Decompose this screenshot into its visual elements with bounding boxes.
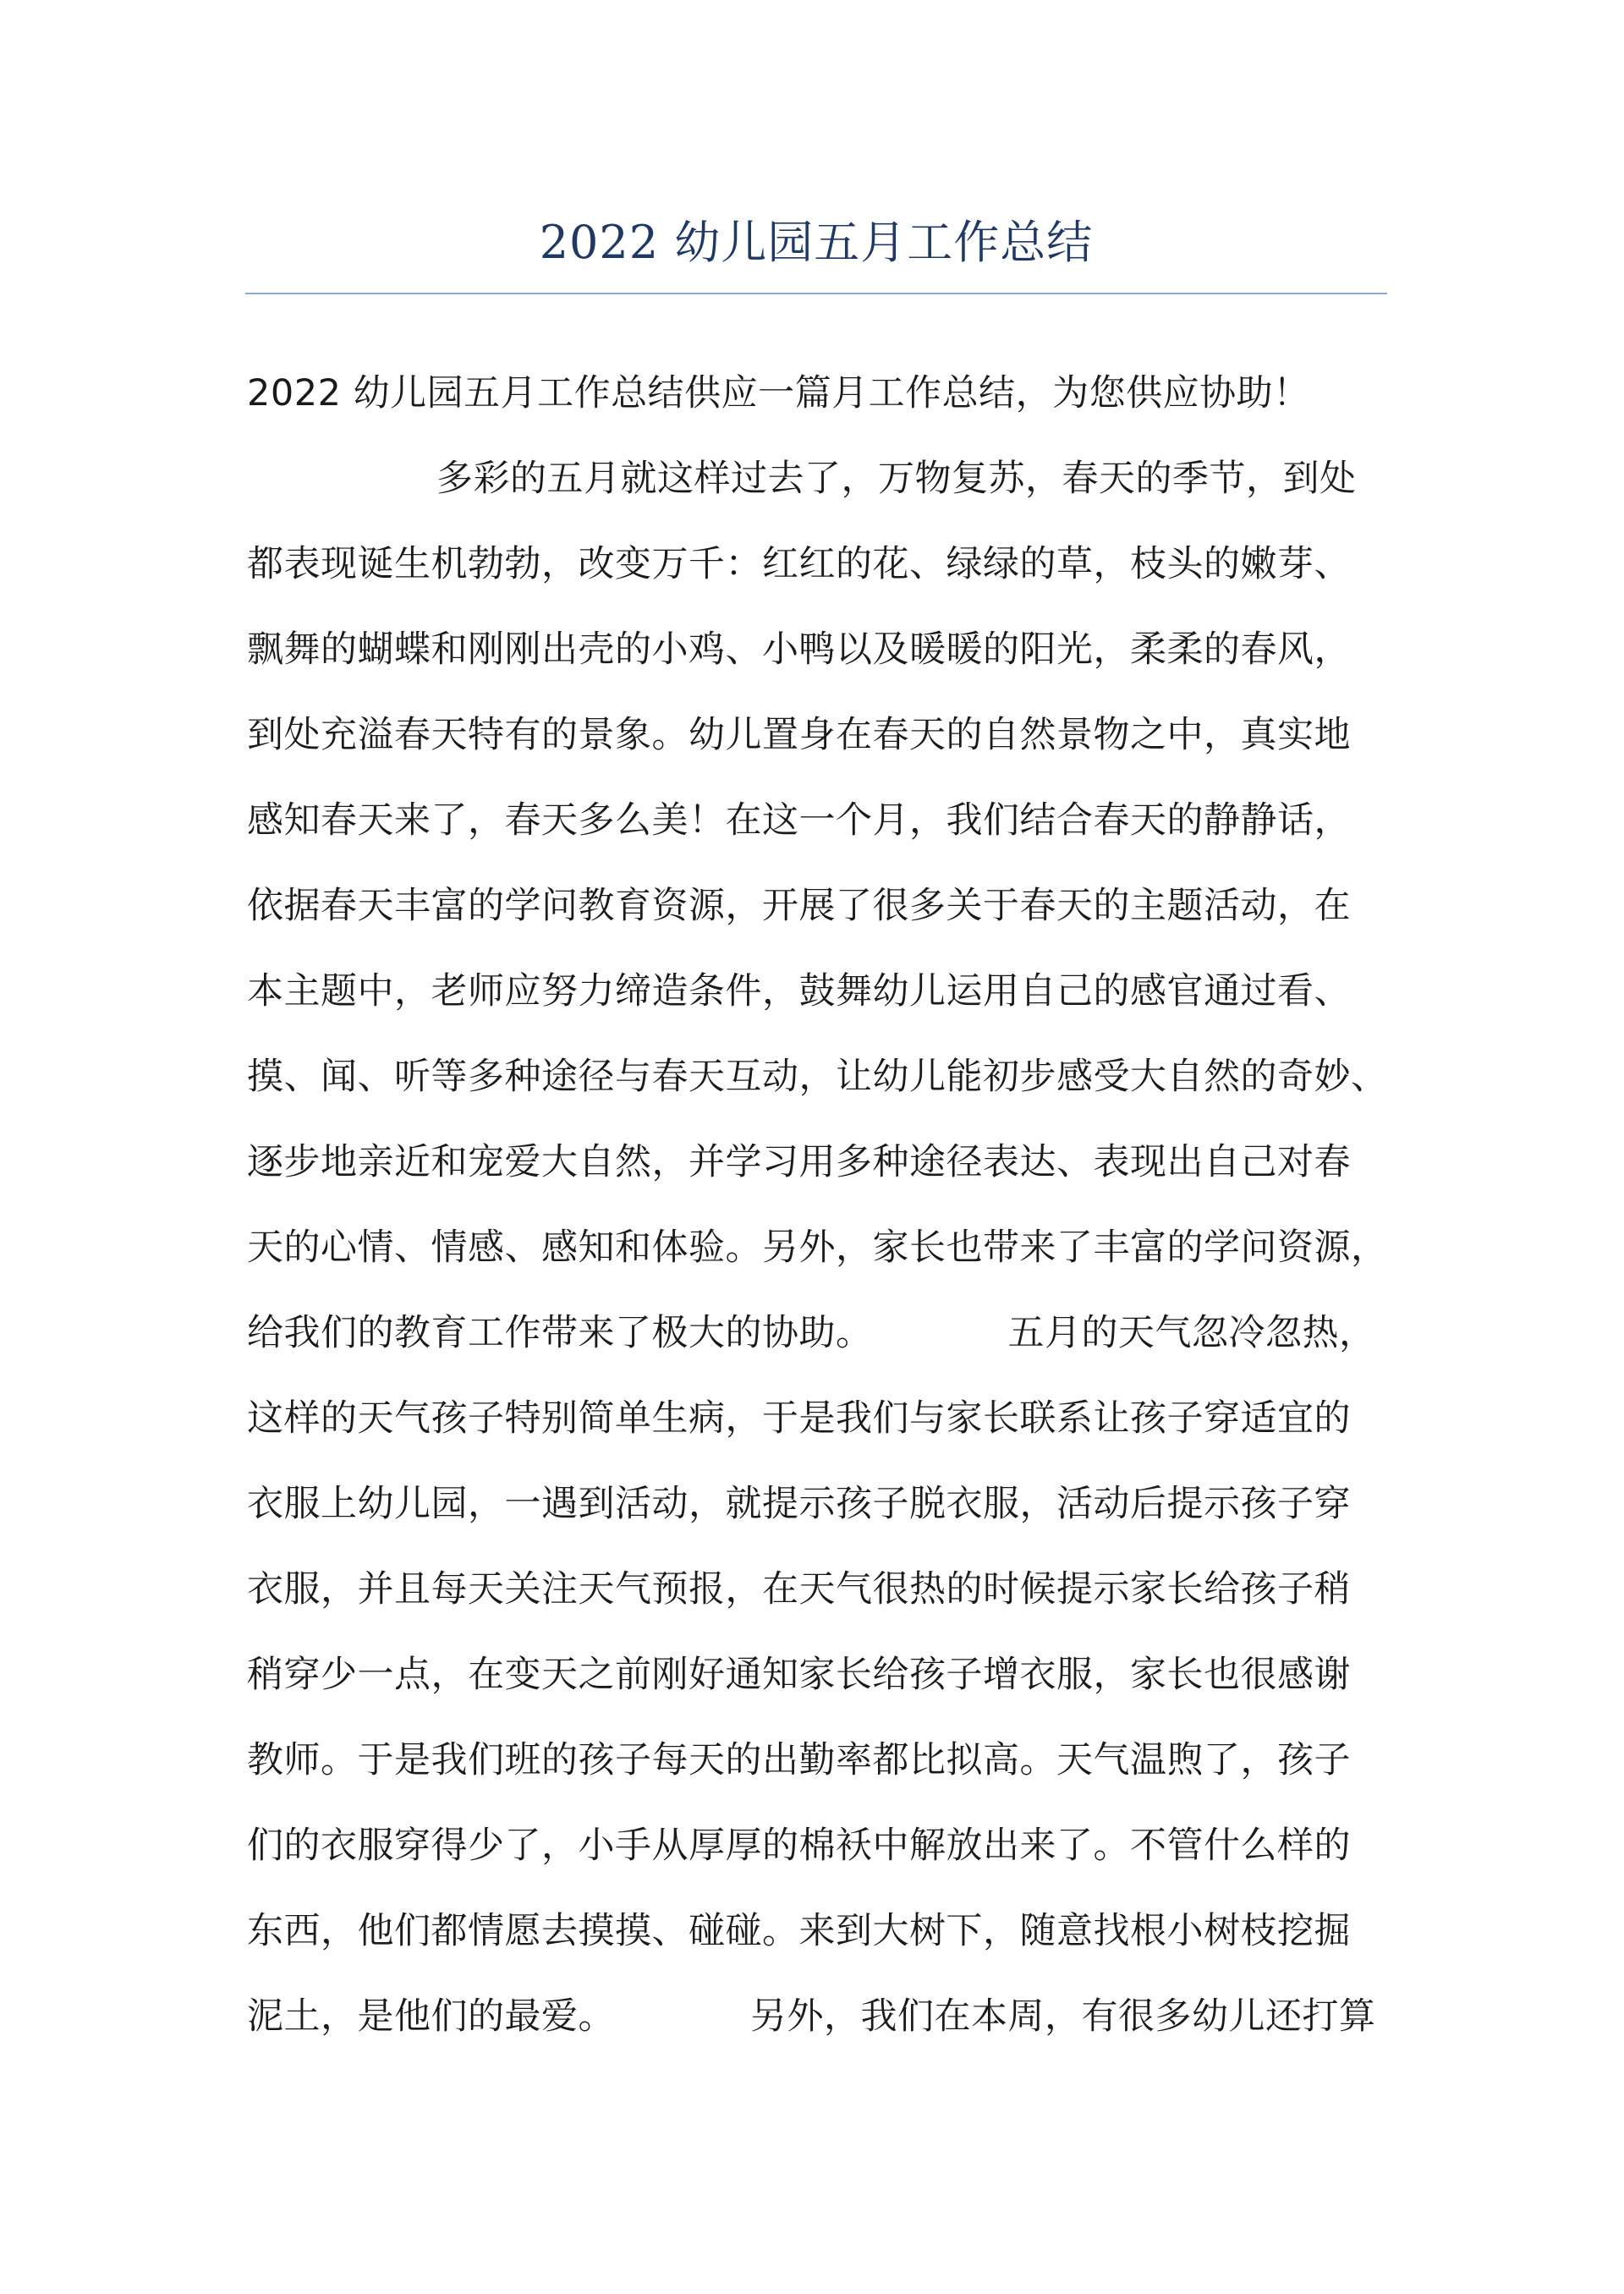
body-line-19: 东西，他们都情愿去摸摸、碰碰。来到大树下，随意找根小树枝挖掘 <box>247 1910 1351 1952</box>
body-line-1: 2022 幼儿园五月工作总结供应一篇月工作总结，为您供应协助！ <box>247 372 1310 414</box>
body-line-16: 稍穿少一点，在变天之前刚好通知家长给孩子增衣服，家长也很感谢 <box>247 1654 1351 1696</box>
body-line-4: 飘舞的蝴蝶和刚刚出壳的小鸡、小鸭以及暖暖的阳光，柔柔的春风， <box>247 628 1351 671</box>
body-line-13: 这样的天气孩子特别简单生病，于是我们与家长联系让孩子穿适宜的 <box>247 1397 1351 1440</box>
body-line-17: 教师。于是我们班的孩子每天的出勤率都比拟高。天气温煦了，孩子 <box>247 1739 1351 1781</box>
body-line-3: 都表现诞生机勃勃，改变万千：红红的花、绿绿的草，枝头的嫩芽、 <box>247 543 1351 585</box>
body-line-12 <box>247 1291 1397 1376</box>
body-line-10: 逐步地亲近和宠爱大自然，并学习用多种途径表达、表现出自己对春 <box>247 1141 1351 1183</box>
document-body <box>247 351 1397 2060</box>
body-line-20-part-a: 泥土，是他们的最爱。 <box>247 1995 615 2038</box>
body-line-6: 感知春天来了，春天多么美！在这一个月，我们结合春天的静静话， <box>247 799 1351 842</box>
body-line-18: 们的衣服穿得少了，小手从厚厚的棉袄中解放出来了。不管什么样的 <box>247 1825 1351 1867</box>
body-line-20-part-b: 另外，我们在本周，有很多幼儿还打算 <box>750 1995 1376 2038</box>
body-line-12-part-b: 五月的天气忽冷忽热， <box>1007 1312 1376 1354</box>
body-line-2-text: 多彩的五月就这样过去了，万物复苏，春天的季节，到处 <box>436 458 1357 500</box>
body-line-9: 摸、闻、听等多种途径与春天互动，让幼儿能初步感受大自然的奇妙、 <box>247 1056 1388 1098</box>
body-line-14: 衣服上幼儿园，一遇到活动，就提示孩子脱衣服，活动后提示孩子穿 <box>247 1483 1351 1525</box>
document-title: 2022 幼儿园五月工作总结 <box>539 216 1094 269</box>
body-line-5: 到处充溢春天特有的景象。幼儿置身在春天的自然景物之中，真实地 <box>247 714 1351 756</box>
body-line-12-part-a: 给我们的教育工作带来了极大的协助。 <box>247 1312 873 1354</box>
body-line-2 <box>247 436 1397 522</box>
title-underline <box>245 293 1387 294</box>
body-line-20 <box>247 1974 1397 2060</box>
body-line-7: 依据春天丰富的学问教育资源，开展了很多关于春天的主题活动，在 <box>247 885 1351 927</box>
body-line-8: 本主题中，老师应努力缔造条件，鼓舞幼儿运用自己的感官通过看、 <box>247 970 1351 1013</box>
body-line-11: 天的心情、情感、感知和体验。另外，家长也带来了丰富的学问资源， <box>247 1227 1388 1269</box>
body-line-15: 衣服，并且每天关注天气预报，在天气很热的时候提示家长给孩子稍 <box>247 1568 1351 1611</box>
